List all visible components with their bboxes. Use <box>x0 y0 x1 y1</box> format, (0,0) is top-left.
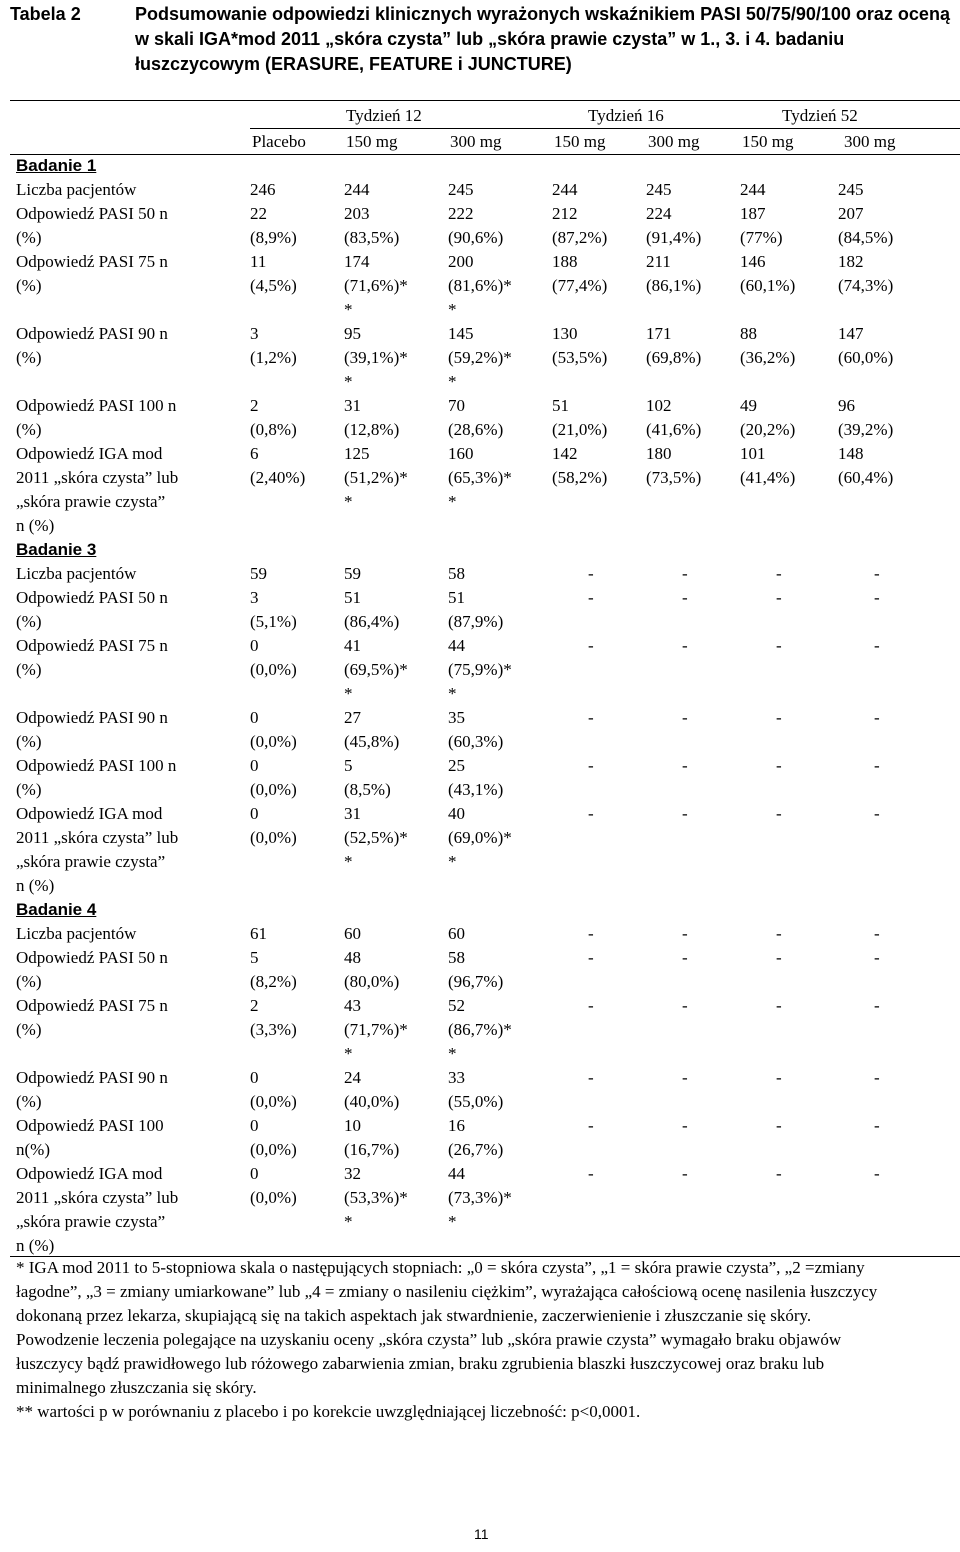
footnote-iga: * IGA mod 2011 to 5-stopniowa skala o następujących stopniach: „0 = skóra czysta”, „1 = skóra prawie czysta”, „2 =zmiany łagodne”, „3 = zmiany umiarkowane” lub „4 = zmiany o nasileniu ciężkim”, wyrażająca całościową ocenę nasilenia łuszczycy dokonaną przez lekarza, skupiającą się na takich aspektach jak stwardnienie, zaczerwienienie i złuszczanie się skóry. Powodzenie leczenia polegające na uzyskaniu oceny „skóra czysta” lub „skóra prawie czysta” wymagało braku objawów łuszczycy bądź prawidłowego lub różowego zabarwienia zmian, braku zgrubienia blaszki łuszczycowej oraz braku lub minimalnego złuszczania się skóry. <box>16 1258 878 1397</box>
row-label: Odpowiedź PASI 75 n (%) <box>16 996 168 1039</box>
table-cell: - <box>874 708 880 727</box>
table-cell: 41 (69,5%)* * <box>344 636 408 703</box>
table-cell: 49 (20,2%) <box>740 396 796 439</box>
row-label: Odpowiedź PASI 100 n (%) <box>16 756 177 799</box>
table-cell: 96 (39,2%) <box>838 396 894 439</box>
row-label: Odpowiedź PASI 90 n (%) <box>16 1068 168 1111</box>
row-label: Odpowiedź IGA mod 2011 „skóra czysta” lub „skóra prawie czysta” n (%) <box>16 444 179 535</box>
table-cell: - <box>682 948 688 967</box>
table-cell: - <box>682 1068 688 1087</box>
table-cell: 3 (5,1%) <box>250 588 297 631</box>
table-cell: - <box>682 996 688 1015</box>
header-dose-w12-300: 300 mg <box>450 132 502 151</box>
table-cell: 51 (87,9%) <box>448 588 504 631</box>
table-cell: 2 (0,8%) <box>250 396 297 439</box>
table-cell: 188 (77,4%) <box>552 252 608 295</box>
table-cell: 0 (0,0%) <box>250 636 297 679</box>
table-cell: 61 <box>250 924 267 943</box>
table-cell: 11 (4,5%) <box>250 252 297 295</box>
table-cell: 147 (60,0%) <box>838 324 894 367</box>
table-title: Podsumowanie odpowiedzi klinicznych wyrażonych wskaźnikiem PASI 50/75/90/100 oraz oceną w skali IGA*mod 2011 „skóra czysta” lub „skóra prawie czysta” w 1., 3. i 4. badaniu łuszczycowym (ERASURE, FEATURE i JUNCTURE) <box>135 4 950 74</box>
row-label: Liczba pacjentów <box>16 924 137 943</box>
row-label: Odpowiedź PASI 75 n (%) <box>16 252 168 295</box>
table-cell: - <box>588 948 594 967</box>
table-cell: - <box>776 1116 782 1135</box>
table-cell: 22 (8,9%) <box>250 204 297 247</box>
table-cell: 3 (1,2%) <box>250 324 297 367</box>
table-cell: 245 <box>448 180 474 199</box>
table-cell: 35 (60,3%) <box>448 708 504 751</box>
table-cell: 5 (8,5%) <box>344 756 391 799</box>
table-cell: - <box>682 1164 688 1183</box>
table-cell: - <box>588 1164 594 1183</box>
table-cell: 43 (71,7%)* * <box>344 996 408 1063</box>
table-cell: - <box>874 1116 880 1135</box>
table-top-rule <box>10 100 960 101</box>
table-cell: 222 (90,6%) <box>448 204 504 247</box>
header-week-12: Tydzień 12 <box>346 106 422 125</box>
table-cell: 33 (55,0%) <box>448 1068 504 1111</box>
table-number: Tabela 2 <box>10 4 81 24</box>
table-cell: 245 <box>646 180 672 199</box>
header-dose-w52-150: 150 mg <box>742 132 794 151</box>
table-cell: 31 (52,5%)* * <box>344 804 408 871</box>
row-label: Liczba pacjentów <box>16 180 137 199</box>
row-label: Odpowiedź PASI 100 n (%) <box>16 396 177 439</box>
table-cell: - <box>588 1116 594 1135</box>
table-cell: 171 (69,8%) <box>646 324 702 367</box>
table-cell: 148 (60,4%) <box>838 444 894 487</box>
table-cell: 5 (8,2%) <box>250 948 297 991</box>
table-cell: - <box>874 804 880 823</box>
table-cell: 174 (71,6%)* * <box>344 252 408 319</box>
table-cell: 70 (28,6%) <box>448 396 504 439</box>
table-cell: 59 <box>250 564 267 583</box>
table-cell: 212 (87,2%) <box>552 204 608 247</box>
table-cell: - <box>682 804 688 823</box>
header-group-rule <box>250 128 960 129</box>
table-cell: 51 (86,4%) <box>344 588 400 631</box>
table-cell: 224 (91,4%) <box>646 204 702 247</box>
table-cell: 125 (51,2%)* * <box>344 444 408 511</box>
table-cell: - <box>874 564 880 583</box>
page-number: 11 <box>474 1526 489 1542</box>
row-label: Odpowiedź IGA mod 2011 „skóra czysta” lub „skóra prawie czysta” n (%) <box>16 1164 179 1255</box>
table-cell: 203 (83,5%) <box>344 204 400 247</box>
table-cell: - <box>874 588 880 607</box>
header-week-16: Tydzień 16 <box>588 106 664 125</box>
row-label: Odpowiedź PASI 100 n(%) <box>16 1116 164 1159</box>
table-cell: 0 (0,0%) <box>250 804 297 847</box>
header-week-52: Tydzień 52 <box>782 106 858 125</box>
table-cell: 24 (40,0%) <box>344 1068 400 1111</box>
table-cell: 32 (53,3%)* * <box>344 1164 408 1231</box>
row-label: Odpowiedź PASI 90 n (%) <box>16 708 168 751</box>
table-cell: - <box>682 708 688 727</box>
table-cell: - <box>874 996 880 1015</box>
table-cell: 95 (39,1%)* * <box>344 324 408 391</box>
table-cell: - <box>682 924 688 943</box>
header-dose-w16-300: 300 mg <box>648 132 700 151</box>
table-cell: - <box>874 1164 880 1183</box>
table-cell: - <box>776 756 782 775</box>
table-cell: - <box>776 948 782 967</box>
table-cell: 2 (3,3%) <box>250 996 297 1039</box>
table-cell: 187 (77%) <box>740 204 783 247</box>
table-cell: 160 (65,3%)* * <box>448 444 512 511</box>
table-cell: - <box>588 996 594 1015</box>
table-cell: 146 (60,1%) <box>740 252 796 295</box>
table-cell: 244 <box>740 180 766 199</box>
table-cell: - <box>588 564 594 583</box>
table-cell: - <box>588 588 594 607</box>
table-cell: - <box>588 1068 594 1087</box>
table-cell: - <box>588 756 594 775</box>
table-cell: - <box>874 756 880 775</box>
table-cell: 244 <box>552 180 578 199</box>
table-cell: 27 (45,8%) <box>344 708 400 751</box>
table-cell: - <box>588 924 594 943</box>
table-cell: 245 <box>838 180 864 199</box>
section-title-text: Badanie 3 <box>16 540 97 559</box>
table-cell: 25 (43,1%) <box>448 756 504 799</box>
header-dose-w16-150: 150 mg <box>554 132 606 151</box>
table-cell: 16 (26,7%) <box>448 1116 504 1159</box>
table-cell: 44 (73,3%)* * <box>448 1164 512 1231</box>
table-cell: 0 (0,0%) <box>250 1116 297 1159</box>
table-cell: - <box>776 708 782 727</box>
table-cell: - <box>682 756 688 775</box>
table-cell: 48 (80,0%) <box>344 948 400 991</box>
table-cell: 207 (84,5%) <box>838 204 894 247</box>
table-cell: 180 (73,5%) <box>646 444 702 487</box>
table-cell: - <box>588 708 594 727</box>
table-cell: 211 (86,1%) <box>646 252 702 295</box>
table-cell: 58 (96,7%) <box>448 948 504 991</box>
row-label: Odpowiedź PASI 50 n (%) <box>16 204 168 247</box>
table-cell: 6 (2,40%) <box>250 444 306 487</box>
table-cell: 52 (86,7%)* * <box>448 996 512 1063</box>
table-cell: 0 (0,0%) <box>250 708 297 751</box>
table-cell: 0 (0,0%) <box>250 1164 297 1207</box>
header-dose-w52-300: 300 mg <box>844 132 896 151</box>
footnotes <box>16 1256 896 1424</box>
table-cell: 0 (0,0%) <box>250 1068 297 1111</box>
table-cell: 145 (59,2%)* * <box>448 324 512 391</box>
row-label: Odpowiedź PASI 50 n (%) <box>16 948 168 991</box>
table-cell: 40 (69,0%)* * <box>448 804 512 871</box>
table-cell: - <box>588 804 594 823</box>
table-cell: 101 (41,4%) <box>740 444 796 487</box>
footnote-pvalue: ** wartości p w porównaniu z placebo i po korekcie uwzględniającej liczebność: p<0,0001. <box>16 1402 641 1421</box>
table-cell: - <box>682 564 688 583</box>
table-cell: - <box>588 636 594 655</box>
table-cell: 182 (74,3%) <box>838 252 894 295</box>
table-cell: - <box>776 996 782 1015</box>
table-cell: 130 (53,5%) <box>552 324 608 367</box>
section-title-text: Badanie 4 <box>16 900 97 919</box>
table-cell: - <box>776 804 782 823</box>
table-cell: 59 <box>344 564 361 583</box>
table-cell: 244 <box>344 180 370 199</box>
table-cell: 44 (75,9%)* * <box>448 636 512 703</box>
table-cell: - <box>776 1068 782 1087</box>
table-cell: 60 <box>344 924 361 943</box>
table-cell: - <box>682 1116 688 1135</box>
table-cell: - <box>874 924 880 943</box>
table-cell: - <box>776 1164 782 1183</box>
header-dose-w12-150: 150 mg <box>346 132 398 151</box>
row-label: Odpowiedź PASI 75 n (%) <box>16 636 168 679</box>
table-cell: 60 <box>448 924 465 943</box>
table-cell: 142 (58,2%) <box>552 444 608 487</box>
table-cell: 10 (16,7%) <box>344 1116 400 1159</box>
table-cell: - <box>776 636 782 655</box>
row-label: Liczba pacjentów <box>16 564 137 583</box>
table-cell: 102 (41,6%) <box>646 396 702 439</box>
row-label: Odpowiedź IGA mod 2011 „skóra czysta” lub „skóra prawie czysta” n (%) <box>16 804 179 895</box>
table-cell: 58 <box>448 564 465 583</box>
section-title-text: Badanie 1 <box>16 156 97 175</box>
table-cell: - <box>776 924 782 943</box>
table-cell: 88 (36,2%) <box>740 324 796 367</box>
table-cell: 31 (12,8%) <box>344 396 400 439</box>
table-cell: - <box>776 564 782 583</box>
table-cell: - <box>874 1068 880 1087</box>
table-cell: 246 <box>250 180 276 199</box>
table-cell: - <box>776 588 782 607</box>
table-cell: 200 (81,6%)* * <box>448 252 512 319</box>
row-label: Odpowiedź PASI 90 n (%) <box>16 324 168 367</box>
table-cell: - <box>874 636 880 655</box>
table-cell: 0 (0,0%) <box>250 756 297 799</box>
header-dose-placebo: Placebo <box>252 132 306 151</box>
row-label: Odpowiedź PASI 50 n (%) <box>16 588 168 631</box>
table-cell: - <box>874 948 880 967</box>
table-cell: - <box>682 636 688 655</box>
table-cell: - <box>682 588 688 607</box>
table-cell: 51 (21,0%) <box>552 396 608 439</box>
